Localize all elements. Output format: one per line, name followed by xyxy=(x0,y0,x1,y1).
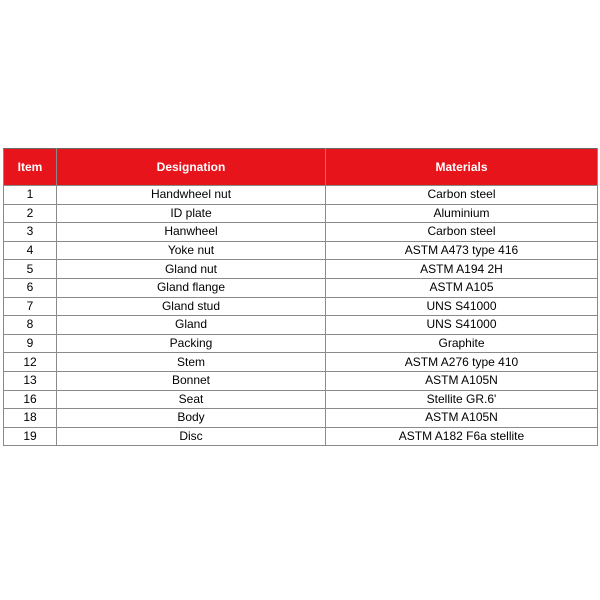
header-materials: Materials xyxy=(326,149,598,186)
item-cell: 4 xyxy=(4,241,57,260)
table-row xyxy=(4,241,598,260)
table-row xyxy=(4,371,598,390)
designation-cell: Stem xyxy=(57,353,326,372)
material-cell: ASTM A105 xyxy=(326,278,598,297)
material-cell: ASTM A182 F6a stellite xyxy=(326,427,598,446)
material-cell: ASTM A105N xyxy=(326,371,598,390)
item-cell: 1 xyxy=(4,186,57,205)
item-cell: 19 xyxy=(4,427,57,446)
table-row xyxy=(4,297,598,316)
designation-cell: Hanwheel xyxy=(57,223,326,242)
material-cell: ASTM A276 type 410 xyxy=(326,353,598,372)
header-item: Item xyxy=(4,149,57,186)
designation-cell: Gland flange xyxy=(57,278,326,297)
table-row xyxy=(4,427,598,446)
item-cell: 6 xyxy=(4,278,57,297)
material-cell: UNS S41000 xyxy=(326,316,598,335)
designation-cell: Gland xyxy=(57,316,326,335)
item-cell: 12 xyxy=(4,353,57,372)
designation-cell: Gland stud xyxy=(57,297,326,316)
table-row xyxy=(4,186,598,205)
designation-cell: Seat xyxy=(57,390,326,409)
designation-cell: Packing xyxy=(57,334,326,353)
designation-cell: Body xyxy=(57,409,326,428)
material-cell: Graphite xyxy=(326,334,598,353)
header-designation: Designation xyxy=(57,149,326,186)
table-row xyxy=(4,260,598,279)
designation-cell: Bonnet xyxy=(57,371,326,390)
material-cell: ASTM A105N xyxy=(326,409,598,428)
item-cell: 7 xyxy=(4,297,57,316)
materials-table-container xyxy=(3,148,597,446)
item-cell: 13 xyxy=(4,371,57,390)
table-row xyxy=(4,409,598,428)
item-cell: 16 xyxy=(4,390,57,409)
table-row xyxy=(4,390,598,409)
item-cell: 2 xyxy=(4,204,57,223)
material-cell: Aluminium xyxy=(326,204,598,223)
material-cell: Carbon steel xyxy=(326,186,598,205)
material-cell: Carbon steel xyxy=(326,223,598,242)
item-cell: 8 xyxy=(4,316,57,335)
designation-cell: Handwheel nut xyxy=(57,186,326,205)
designation-cell: ID plate xyxy=(57,204,326,223)
table-row xyxy=(4,204,598,223)
materials-table xyxy=(3,148,598,446)
item-cell: 3 xyxy=(4,223,57,242)
item-cell: 5 xyxy=(4,260,57,279)
table-row xyxy=(4,316,598,335)
material-cell: UNS S41000 xyxy=(326,297,598,316)
designation-cell: Gland nut xyxy=(57,260,326,279)
designation-cell: Yoke nut xyxy=(57,241,326,260)
item-cell: 9 xyxy=(4,334,57,353)
table-header xyxy=(4,149,598,186)
material-cell: ASTM A473 type 416 xyxy=(326,241,598,260)
designation-cell: Disc xyxy=(57,427,326,446)
table-body xyxy=(4,186,598,446)
table-row xyxy=(4,334,598,353)
table-row xyxy=(4,353,598,372)
item-cell: 18 xyxy=(4,409,57,428)
material-cell: ASTM A194 2H xyxy=(326,260,598,279)
material-cell: Stellite GR.6' xyxy=(326,390,598,409)
table-row xyxy=(4,278,598,297)
header-row xyxy=(4,149,598,186)
table-row xyxy=(4,223,598,242)
